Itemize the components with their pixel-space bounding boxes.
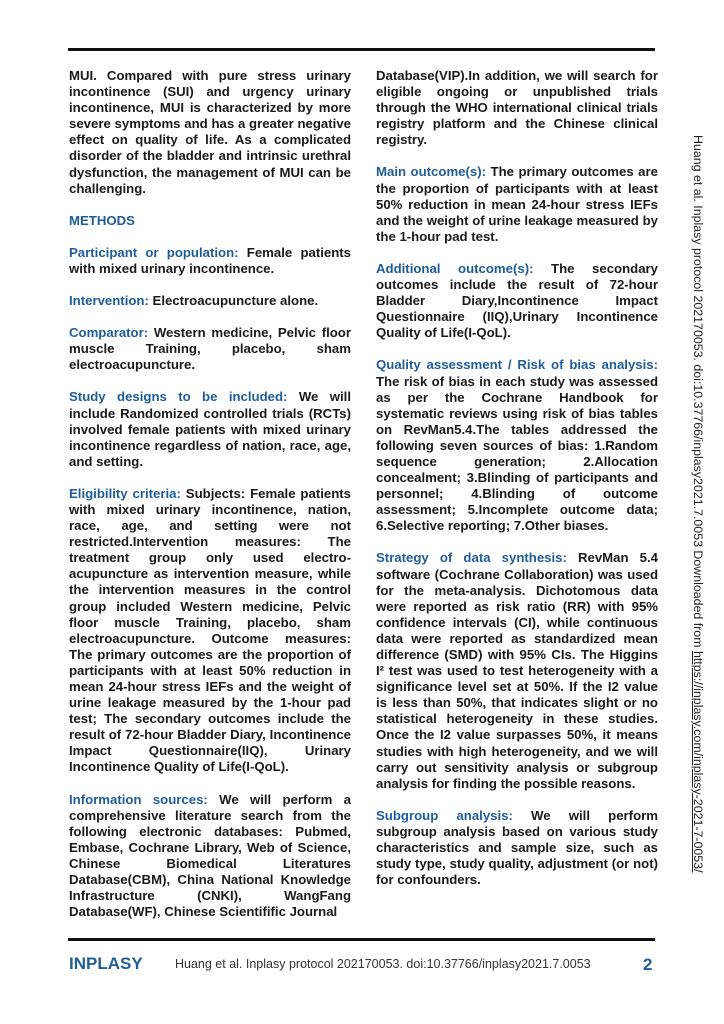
section-information-sources — [69, 792, 351, 921]
section-quality-assessment — [376, 357, 658, 534]
bottom-rule — [68, 938, 655, 941]
section-text: We will perform subgroup analysis based on various study characteristics and sample size, such as study type, study quality, adjustment (or not) for confounders. — [376, 807, 658, 888]
section-label: Subgroup analysis: — [376, 807, 513, 823]
section-study-designs — [69, 389, 351, 469]
section-subgroup-analysis — [376, 808, 658, 888]
section-label: Additional outcome(s): — [376, 260, 534, 276]
section-additional-outcomes — [376, 261, 658, 341]
side-note-text: Huang et al. Inplasy protocol 202170053. doi:10.37766/inplasy2021.7.0053 Downloaded from — [691, 135, 705, 651]
left-column — [69, 68, 351, 936]
section-label: Eligibility criteria: — [69, 485, 181, 501]
footer-citation: Huang et al. Inplasy protocol 202170053. doi:10.37766/inplasy2021.7.0053 — [175, 957, 591, 971]
side-download-note — [691, 135, 705, 873]
section-text: The primary outcomes are the proportion of participants with at least 50% reduction in mean 24-hour stress IEFs and the weight of urine leakage measured by the 1-hour pad test. — [376, 164, 658, 244]
continuation-paragraph: Database(VIP).In addition, we will search for eligible ongoing or unpublished trials through the WHO international clinical trials registry platform and the Chinese clinical registry. — [376, 68, 658, 148]
section-text: Subjects: Female patients with mixed urinary incontinence, nation, race, age, and setting were not restricted.Intervention measures: The treatment group only used electro-acupuncture as intervention measure, while the intervention measures in the control group included Western medicine, Pelvic floor muscle Training, placebo, sham electroacupuncture. Outcome measures: The primary outcomes are the proportion of participants with at least 50% reduction in mean 24-hour stress IEFs and the weight of urine leakage measured by the 1-hour pad test; The secondary outcomes include the result of 72-hour Bladder Diary, Incontinence Impact Questionnaire(IIQ), Urinary Incontinence Quality of Life(I-QoL). — [69, 485, 351, 775]
footer-brand: INPLASY — [69, 954, 143, 973]
page-number: 2 — [643, 955, 653, 974]
section-text: We will perform a comprehensive literature search from the following electronic databases: Pubmed, Embase, Cochrane Library, Web of Science, Chinese Biomedical Literatures Database(CBM), China National Knowledge Infrastructure (CNKI), WangFang Database(WF), Chinese Scientifific Journal — [69, 791, 351, 920]
download-link[interactable]: https://inplasy.com/inplasy-2021-7-0053/ — [691, 650, 705, 873]
section-text: The secondary outcomes include the result of 72-hour Bladder Diary,Incontinence Impact Questionnaire (IIQ),Urinary Incontinence Quality of Life(I-QoL). — [376, 260, 658, 341]
intro-paragraph: MUI. Compared with pure stress urinary incontinence (SUI) and urgency urinary incontinence, MUI is characterized by more severe symptoms and has a greater negative effect on quality of life. As a complicated disorder of the bladder and intrinsic urethral dysfunction, the management of MUI can be challenging. — [69, 68, 351, 196]
section-text: We will include Randomized controlled trials (RCTs) involved female patients with mixed urinary incontinence regardless of nation, race, age, and setting. — [69, 389, 351, 469]
section-main-outcomes — [376, 164, 658, 244]
section-label: Comparator: — [69, 325, 149, 341]
section-label: Intervention: — [69, 293, 149, 309]
section-text: Female patients with mixed urinary incontinence. — [69, 244, 352, 276]
right-column — [376, 68, 658, 904]
section-text: Western medicine, Pelvic floor muscle Training, placebo, sham electroacupuncture. — [69, 325, 351, 373]
section-label: Information sources: — [69, 791, 208, 807]
section-label: Quality assessment / Risk of bias analysis: — [376, 357, 658, 373]
section-text: Electroacupuncture alone. — [148, 293, 319, 309]
section-label: Strategy of data synthesis: — [376, 550, 567, 566]
top-rule — [68, 48, 655, 51]
section-label: Participant or population: — [69, 244, 239, 260]
section-comparator — [69, 325, 351, 373]
section-intervention — [69, 293, 351, 309]
section-label: Main outcome(s): — [376, 164, 487, 180]
section-eligibility — [69, 486, 351, 776]
section-participants — [69, 245, 351, 277]
section-text: RevMan 5.4 software (Cochrane Collaboration) was used for the meta-analysis. Dichotomous data were reported as risk ratio (RR) with 95% confidence intervals (CI), while continuous data were reported as standardized mean difference (SMD) with 95% CIs. The Higgins I² test was used to test heterogeneity with a significance level set at 50%. If the I2 value is less than 50%, that indicates slight or no statistical heterogeneity in these studies. Once the I2 value surpasses 50%, it means studies with high heterogeneity, and we will carry out sensitivity analysis or subgroup analysis for finding the possible reasons. — [376, 550, 658, 791]
methods-heading: METHODS — [69, 212, 135, 228]
section-label: Study designs to be included: — [69, 389, 288, 405]
section-data-synthesis — [376, 550, 658, 791]
section-text: The risk of bias in each study was assessed as per the Cochrane Handbook for systematic reviews using risk of bias tables on RevMan5.4.The tables addressed the following seven sources of bias: 1.Random sequence generation; 2.Allocation concealment; 3.Blinding of participants and personnel; 4.Blinding of outcome assessment; 5.Incomplete outcome data; 6.Selective reporting; 7.Other biases. — [376, 373, 658, 534]
